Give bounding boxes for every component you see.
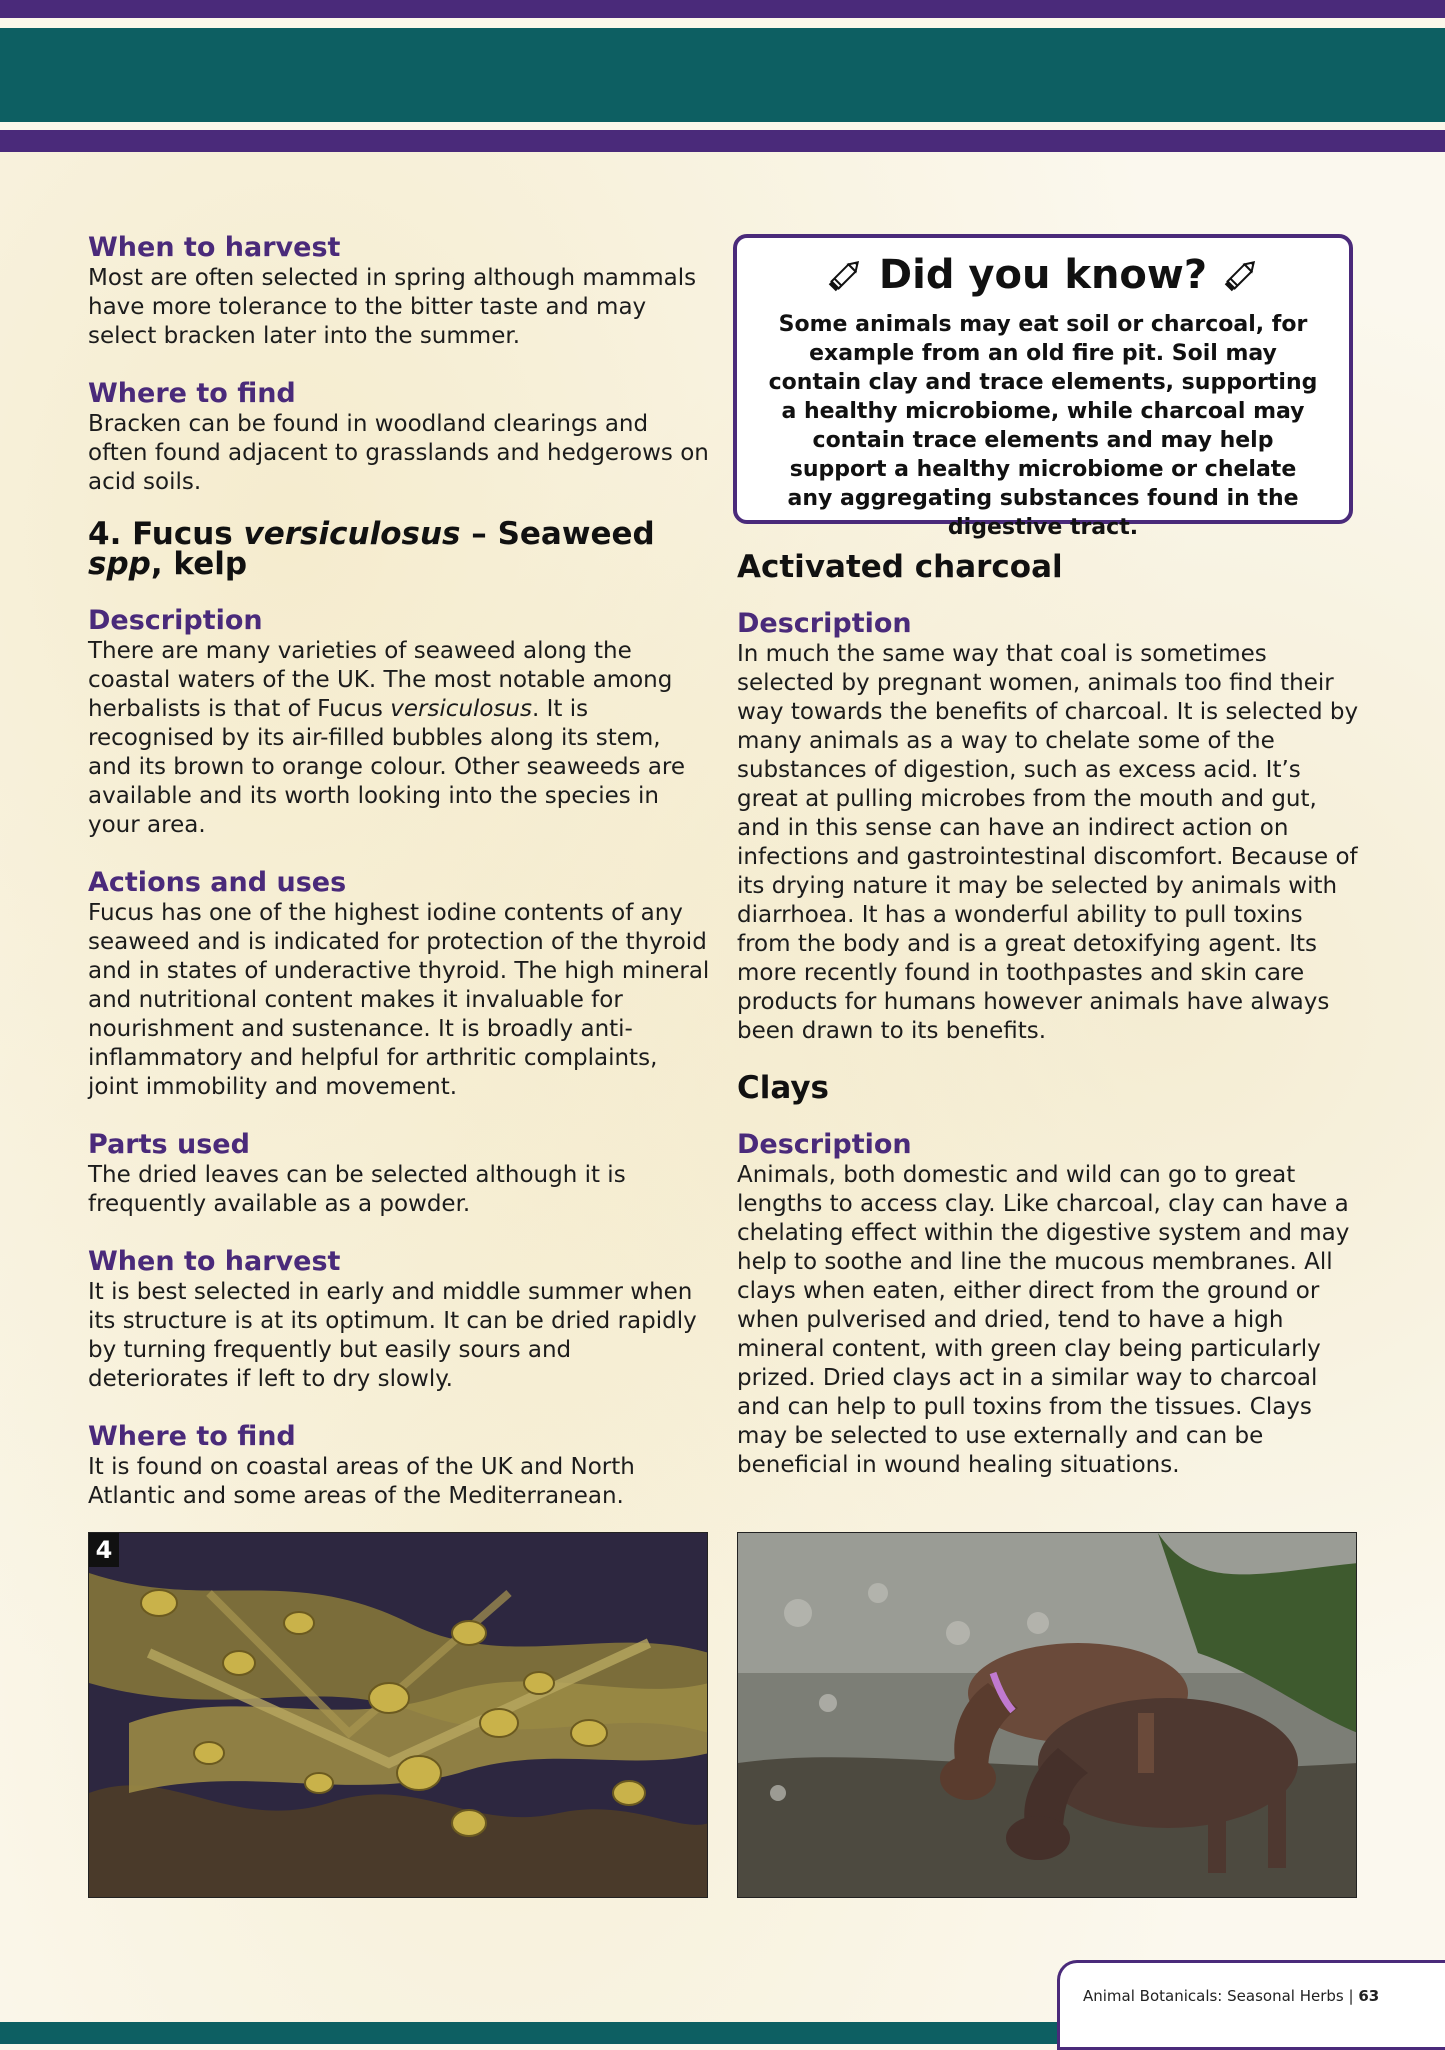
page-number: 63 — [1358, 1987, 1380, 2005]
fucus-where-to-find-text: It is found on coastal areas of the UK and North Atlantic and some areas of the Mediterranean. — [88, 1454, 635, 1509]
did-you-know-box — [733, 234, 1353, 540]
where-to-find-heading: Where to find — [88, 378, 296, 409]
fucus-description-heading: Description — [88, 605, 263, 636]
footer-title: Animal Botanicals: Seasonal Herbs — [1083, 1987, 1344, 2005]
seaweed-photo — [88, 1532, 708, 1898]
when-to-harvest-heading: When to harvest — [88, 232, 341, 263]
charcoal-description-text: In much the same way that coal is sometimes selected by pregnant women, animals too find their way towards the benefits of charcoal. It is selected by many animals as a way to chelate some of the substances of digestion, such as excess acid. It’s great at pulling microbes from the mouth and gut, and in this sense can have an indirect action on infections and gastrointestinal discomfort. Because of its drying nature it may be selected by animals with diarrhoea. It has a wonderful ability to pull toxins from the body and is a great detoxifying agent. Its more recently found in toothpastes and skin care products for humans however animals have always been drawn to its benefits. — [737, 641, 1359, 1044]
header-band-purple-lower — [0, 130, 1445, 152]
parts-used-text: The dried leaves can be selected although it is frequently available as a powder. — [88, 1162, 626, 1217]
photo-number-badge: 4 — [89, 1533, 119, 1567]
dogs-photo — [737, 1532, 1357, 1898]
fucus-description-text: There are many varieties of seaweed along the coastal waters of the UK. The most notable among herbalists is that of Fucus versiculosus. It is recognised by its air-filled bubbles along its stem, and its brown to orange colour. Other seaweeds are available and its worth looking into the species in your area. — [88, 638, 686, 838]
right-column — [737, 549, 1359, 1507]
fucus-section-title: 4. Fucus versiculosus – Seaweed spp, kelp — [88, 516, 655, 582]
parts-used-heading: Parts used — [88, 1129, 250, 1160]
fucus-when-to-harvest-heading: When to harvest — [88, 1246, 341, 1277]
actions-uses-text: Fucus has one of the highest iodine contents of any seaweed and is indicated for protection of the thyroid and in states of underactive thyroid. The high mineral and nutritional content makes it invaluable for nourishment and sustenance. It is broadly anti-inflammatory and helpful for arthritic complaints, joint immobility and movement. — [88, 900, 710, 1100]
pencil-icon — [825, 255, 865, 295]
dogs-illustration — [738, 1533, 1357, 1898]
did-you-know-body: Some animals may eat soil or charcoal, for example from an old fire pit. Soil may contain clay and trace elements, supporting a healthy microbiome, while charcoal may contain trace elements and may help support a healthy microbiome or chelate any aggregating substances found in the digestive tract. — [768, 312, 1318, 540]
seaweed-illustration — [89, 1533, 708, 1898]
clays-description-text: Animals, both domestic and wild can go to great lengths to access clay. Like charcoal, clay can have a chelating effect within the digestive system and may help to soothe and line the mucous membranes. All clays when eaten, either direct from the ground or when pulverised and dried, tend to have a high mineral content, with green clay being particularly prized. Dried clays act in a similar way to charcoal and can help to pull toxins from the tissues. Clays may be selected to use externally and can be beneficial in wound healing situations. — [737, 1162, 1350, 1478]
header-band-teal — [0, 28, 1445, 122]
fucus-when-to-harvest-text: It is best selected in early and middle summer when its structure is at its optimum. It can be dried rapidly by turning frequently but easily sours and deteriorates if left to dry slowly. — [88, 1279, 697, 1392]
charcoal-description-heading: Description — [737, 608, 912, 639]
did-you-know-title-row — [767, 252, 1319, 298]
clays-description-heading: Description — [737, 1129, 912, 1160]
header-band-purple — [0, 0, 1445, 18]
where-to-find-text: Bracken can be found in woodland clearings and often found adjacent to grasslands and hedgerows on acid soils. — [88, 411, 709, 495]
clays-title: Clays — [737, 1070, 830, 1106]
when-to-harvest-text: Most are often selected in spring although mammals have more tolerance to the bitter taste and may select bracken later into the summer. — [88, 265, 697, 349]
fucus-where-to-find-heading: Where to find — [88, 1421, 296, 1452]
left-column — [88, 232, 710, 1538]
footer-page-info: Animal Botanicals: Seasonal Herbs | 63 — [1083, 1987, 1380, 2005]
actions-uses-heading: Actions and uses — [88, 867, 347, 898]
activated-charcoal-title: Activated charcoal — [737, 549, 1063, 585]
pencil-icon — [1221, 255, 1261, 295]
did-you-know-title: Did you know? — [878, 252, 1208, 298]
